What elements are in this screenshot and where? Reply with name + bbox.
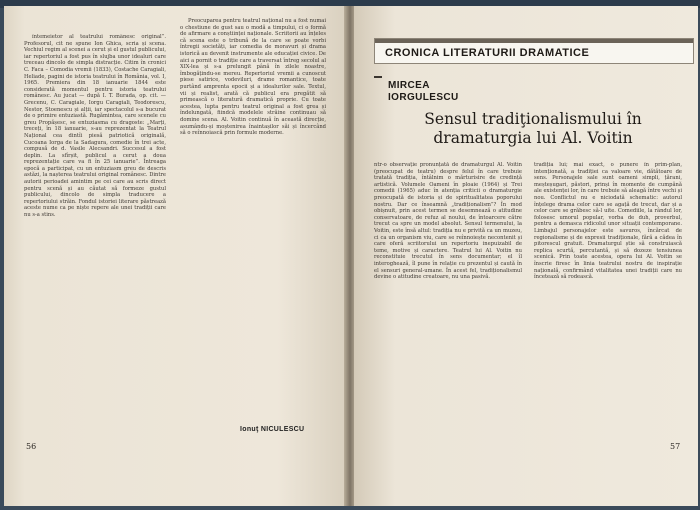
right-column-2-text: tradiția lui; mai exact, o punere în prim-plan, intenționată, a tradiției ca valoare vie, dătătoare de sens. Personajele sale sunt oameni simpli, țărani, meșteșugari, păstori, prinși în momente de cumpănă ale existenței lor, în care trebuie să aleagă între vechi și nou. Conflictul nu e niciodată schematic: autorul înțelege drama celor care se agață de trecut, dar și a celor care se grăbesc să-l uite. Comediile, la rândul lor, folosesc umorul popular, vorba de duh, proverbul, pentru a demasca ridicolul unor situații contemporane. Limbajul personajelor este savuros, încărcat de regionalisme și de expresii tradiționale, fără a cădea în pitorescul gratuit. Dramaturgul știe să construiască replica scurtă, percutantă, și să dozeze tensiunea scenică. Prin toate acestea, opera lui Al. Voitin se înscrie firesc în linia teatrului nostru de inspirație națională, confirmând vitalitatea unei tradiții care nu încetează să rodească. (534, 162, 682, 281)
author-last-name: IORGULESCU (388, 92, 459, 103)
author-first-name: MIRCEA (388, 80, 430, 91)
author-marker (374, 76, 382, 78)
article-signature: Ionuţ NICULESCU (240, 426, 305, 433)
left-column-1-text: întemeietor al teatrului românesc original”. Profesorul, cit ne spune Ion Ghica, scria și scena. Vechiul regim al scenei a cerut și el gustul publicului, iar repertoriul a fost pus în slujba unor idealuri care treceau dincolo de simpla distracție. Citim în cronici C. Faca – Comodia vremii (1833), Costache Caragiali, Heliade, pagini de istoria teatrului în România, vol. I, 1965. Premiera din 18 ianuarie 1844 este considerată momentul pentru istoria teatrului românesc. Au jucat — după I. T. Burada, op. cit. — Grecenu, C. Caragiale, Iorgu Caragiali, Teodorescu, Nestor, Stoenescu și alții, iar spectacolul s-a bucurat de o primire entuziastă. Rugămintea, care scenele cu greu Propășesc, se entuziasma cu dragoste: „Marți, treceți, în 18 ianuarie, s-au reprezentat la Teatrul Național cea dintîi piesă patriotică originală, Cucoana Iorga de la Sadagura, comedie în trei acte, compusă de d. Vasile Alecsandri. Succesul a fost deplin. La sfîrșit, publicul a cerut a doua reprezentație care va fi în 25 ianuarie”. Întreaga epocă a participat, cu un entuziasm greu de descris astăzi, la nașterea teatrului original românesc. Dintre autorii perioadei amintim pe cei care au scris direct pentru scenă și au căutat să formeze gustul publicului, dincolo de simpla traducere a repertoriului străin. Fondul istoriei literare păstrează aceste nume ca pe niște repere ale unei tradiții care nu s-a stins. (24, 34, 166, 219)
article-title: Sensul tradiţionalismului în dramaturgia lui Al. Voitin (424, 110, 642, 147)
left-page (4, 6, 346, 506)
left-page-column-2 (180, 18, 326, 416)
right-page-column-2 (534, 162, 682, 480)
right-column-1-text: ntr-o observație pronunțată de dramaturgul Al. Voitin (preocupat de teatru) despre felul în care trebuie tratată tradiția, întâlnim o mărturisire de credință artistică. Volumele Oameni în ploaie (1964) și Trei comedii (1965) aduc în atenția criticii o dramaturgie preocupată de istoria și de spiritualitatea poporului nostru. Dar ce înseamnă „tradiționalism”? În mod obișnuit, prin acest termen se desemnează o atitudine conservatoare, de refuz al noului, de întoarcere către trecut ca spre un model absolut. Sensul termenului, la Voitin, este însă altul: tradiția nu e privită ca un muzeu, ci ca un organism viu, care se reînnoiește necontenit și care oferă scriitorului un repertoriu inepuizabil de teme, motive și caractere. Teatrul lui Al. Voitin nu reconstituie trecutul în sens documentar; el îl interoghează, îl pune în relație cu prezentul și caută în el sensuri general-umane. În acest fel, tradiționalismul devine o atitudine creatoare, nu una pasivă. (374, 162, 522, 281)
magazine-spread (4, 6, 698, 506)
page-number-left: 56 (26, 442, 37, 451)
right-page (354, 6, 698, 506)
left-page-column-1 (24, 34, 166, 446)
section-banner-title: CRONICA LITERATURII DRAMATICE (385, 47, 590, 59)
right-page-column-1 (374, 162, 522, 472)
page-number-right: 57 (670, 442, 681, 451)
banner-top-bar (375, 39, 693, 43)
section-banner (374, 38, 694, 64)
left-column-2-text: Preocuparea pentru teatrul național nu a fost numai o chestiune de gust sau o modă a timpului, ci o formă de afirmare a conștiinței naționale. Scriitorii au înțeles că scena este o tribună de la care se poate vorbi întregii societăți, iar comedia de moravuri și drama istorică au devenit instrumente ale educației civice. De aici a pornit o tradiție care a traversat întreg secolul al XIX-lea și s-a prelungit până în zilele noastre, îmbogățindu-se mereu. Repertoriul vremii a cunoscut piese satirice, vodeviluri, drame romantice, toate purtând amprenta epocii și a idealurilor sale. Textul, vii și realist, arată că publicul era pregătit să primească o literatură dramatică proprie. Cu toate acestea, lupta pentru teatrul original a fost grea și îndelungată, fiindcă modelele străine continuau să domine scena. Al. Voitin continuă în această direcție, asumându-și moștenirea înaintașilor săi și încercând să o reînnoiască prin formule moderne. (180, 18, 326, 137)
author-name (388, 80, 459, 104)
